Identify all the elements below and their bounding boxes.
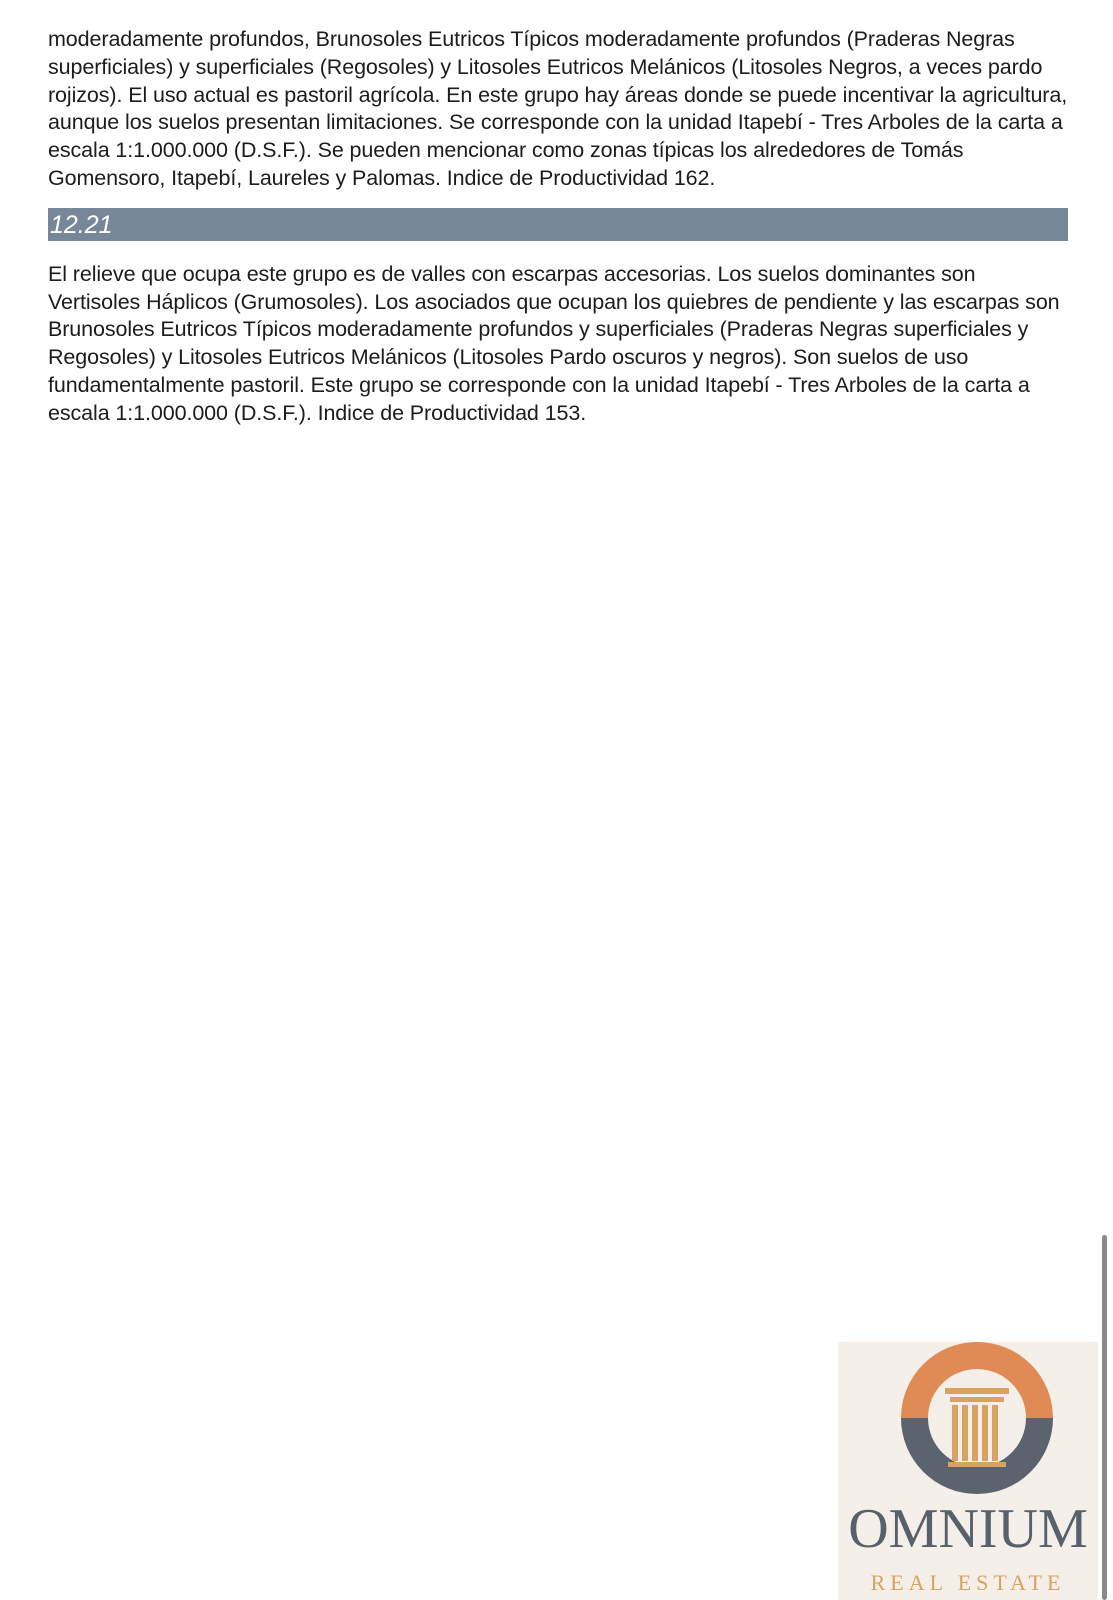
paragraph-group-12-21: El relieve que ocupa este grupo es de valles con escarpas accesorias. Los suelos dominantes son Vertisoles Háplicos (Grumosoles). Los asociados que ocupan los quiebres de pendiente y las escarpas son Brunosoles Eutricos Típicos moderadamente profundos y superficiales (Praderas Negras superficiales y Regosoles) y Litosoles Eutricos Melánicos (Litosoles Pardo oscuros y negros). Son suelos de uso fundamentalmente pastoril. Este grupo se corresponde con la unidad Itapebí - Tres Arboles de la carta a escala 1:1.000.000 (D.S.F.). Indice de Productividad 153.	[48, 261, 1060, 425]
logo-wordmark: OMNIUM	[848, 1498, 1088, 1560]
section-number: 12.21	[50, 210, 113, 239]
document-body	[48, 26, 1070, 428]
logo-tagline: REAL ESTATE	[870, 1570, 1066, 1595]
omnium-emblem-icon	[838, 1342, 1098, 1502]
omnium-logo	[838, 1342, 1098, 1600]
section-header-bar	[48, 208, 1068, 241]
column-pillar-icon	[945, 1388, 1009, 1467]
vertical-scrollbar[interactable]	[1102, 1235, 1107, 1600]
paragraph-group-12-20-continuation: moderadamente profundos, Brunosoles Eutricos Típicos moderadamente profundos (Praderas Negras superficiales) y superficiales (Regosoles) y Litosoles Eutricos Melánicos (Litosoles Negros, a veces pardo rojizos). El uso actual es pastoril agrícola. En este grupo hay áreas donde se puede incentivar la agricultura, aunque los suelos presentan limitaciones. Se corresponde con la unidad Itapebí - Tres Arboles de la carta a escala 1:1.000.000 (D.S.F.). Se pueden mencionar como zonas típicas los alrededores de Tomás Gomensoro, Itapebí, Laureles y Palomas. Indice de Productividad 162.	[48, 27, 1068, 190]
